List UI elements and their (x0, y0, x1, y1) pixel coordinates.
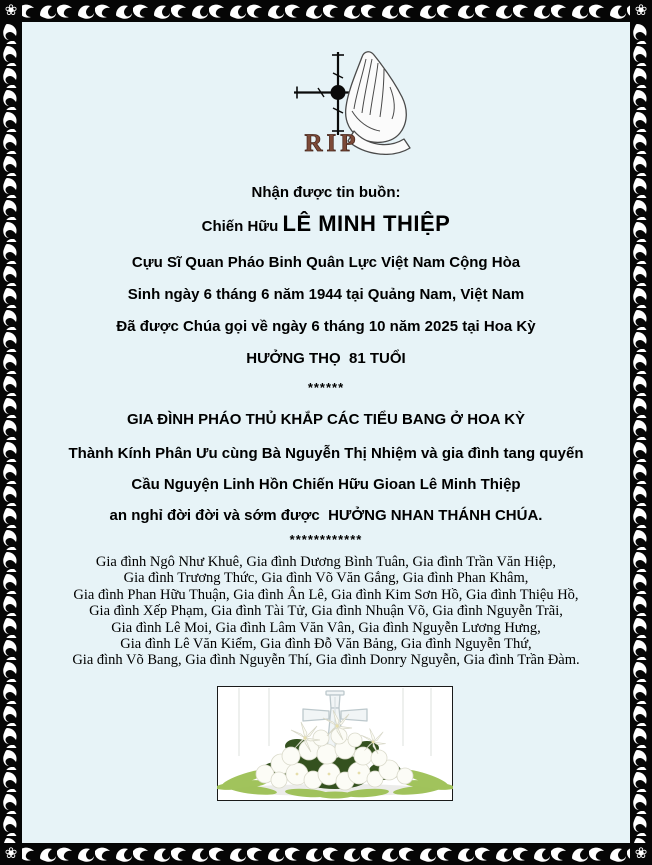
deceased-name-line (202, 211, 451, 240)
chain-border-right (630, 0, 652, 865)
deceased-title-prefix: Chiến Hữu (201, 218, 283, 235)
border-corner-flower-icon: ❀ (0, 0, 22, 22)
death-line: Đã được Chúa gọi về ngày 6 tháng 10 năm 2025 tại Hoa Kỳ (116, 318, 536, 335)
flower-arrangement-image (217, 686, 453, 801)
family-list-line: Gia đình Lê Văn Kiểm, Gia đình Đỗ Văn Bảng, Gia đình Nguyễn Thứ, (120, 636, 532, 653)
family-list-line: Gia đình Lê Moi, Gia đình Lâm Văn Vân, Gia đình Nguyễn Lương Hưng, (111, 619, 541, 636)
rip-text: RIP (303, 130, 360, 155)
condolence-line-2: Cầu Nguyện Linh Hồn Chiến Hữu Gioan Lê Minh Thiệp (131, 476, 521, 493)
chain-border-bottom (0, 843, 652, 865)
cross-center-dot (330, 85, 345, 100)
condolence-line-1: Thành Kính Phân Ưu cùng Bà Nguyễn Thị Nhiệm và gia đình tang quyến (68, 445, 584, 462)
cross-praying-hands-rip-image (234, 47, 419, 155)
border-corner-flower-icon: ❀ (630, 843, 652, 865)
birth-line: Sinh ngày 6 tháng 6 năm 1944 tại Quảng Nam, Việt Nam (127, 286, 525, 303)
age-line: HƯỞNG THỌ 81 TUỔI (246, 350, 406, 367)
chain-border-left (0, 0, 22, 865)
rank-line: Cựu Sĩ Quan Pháo Binh Quân Lực Việt Nam Cộng Hòa (131, 254, 521, 271)
family-list-line: Gia đình Phan Hữu Thuận, Gia đình Ân Lê, Gia đình Kim Sơn Hồ, Gia đình Thiệu Hồ, (73, 586, 579, 603)
border-corner-flower-icon: ❀ (630, 0, 652, 22)
chain-border-top (0, 0, 652, 22)
family-list-line: Gia đình Xếp Phạm, Gia đình Tài Tử, Gia đình Nhuận Võ, Gia đình Nguyễn Trãi, (89, 603, 563, 620)
intro-line: Nhận được tin buồn: (251, 184, 401, 201)
family-list-line: Gia đình Ngô Như Khuê, Gia đình Dương Bình Tuân, Gia đình Trần Văn Hiệp, (95, 554, 557, 570)
separator-asterisks: ****** (307, 380, 345, 395)
family-list-line: Gia đình Trương Thức, Gia đình Võ Văn Gắng, Gia đình Phan Khâm, (123, 570, 529, 587)
deceased-name: LÊ MINH THIỆP (282, 211, 451, 236)
condolence-group-line: GIA ĐÌNH PHÁO THỦ KHẮP CÁC TIỂU BANG Ở HOA KỲ (126, 411, 526, 428)
family-list-line: Gia đình Võ Bang, Gia đình Nguyễn Thí, Gia đình Donry Nguyễn, Gia đình Trần Đàm. (72, 652, 580, 669)
family-list (72, 554, 579, 669)
condolence-line-3: an nghỉ đời đời và sớm được HƯỞNG NHAN THÁNH CHÚA. (109, 507, 543, 524)
separator-asterisks: ************ (289, 532, 363, 547)
border-corner-flower-icon: ❀ (0, 843, 22, 865)
notice-content (22, 22, 630, 843)
